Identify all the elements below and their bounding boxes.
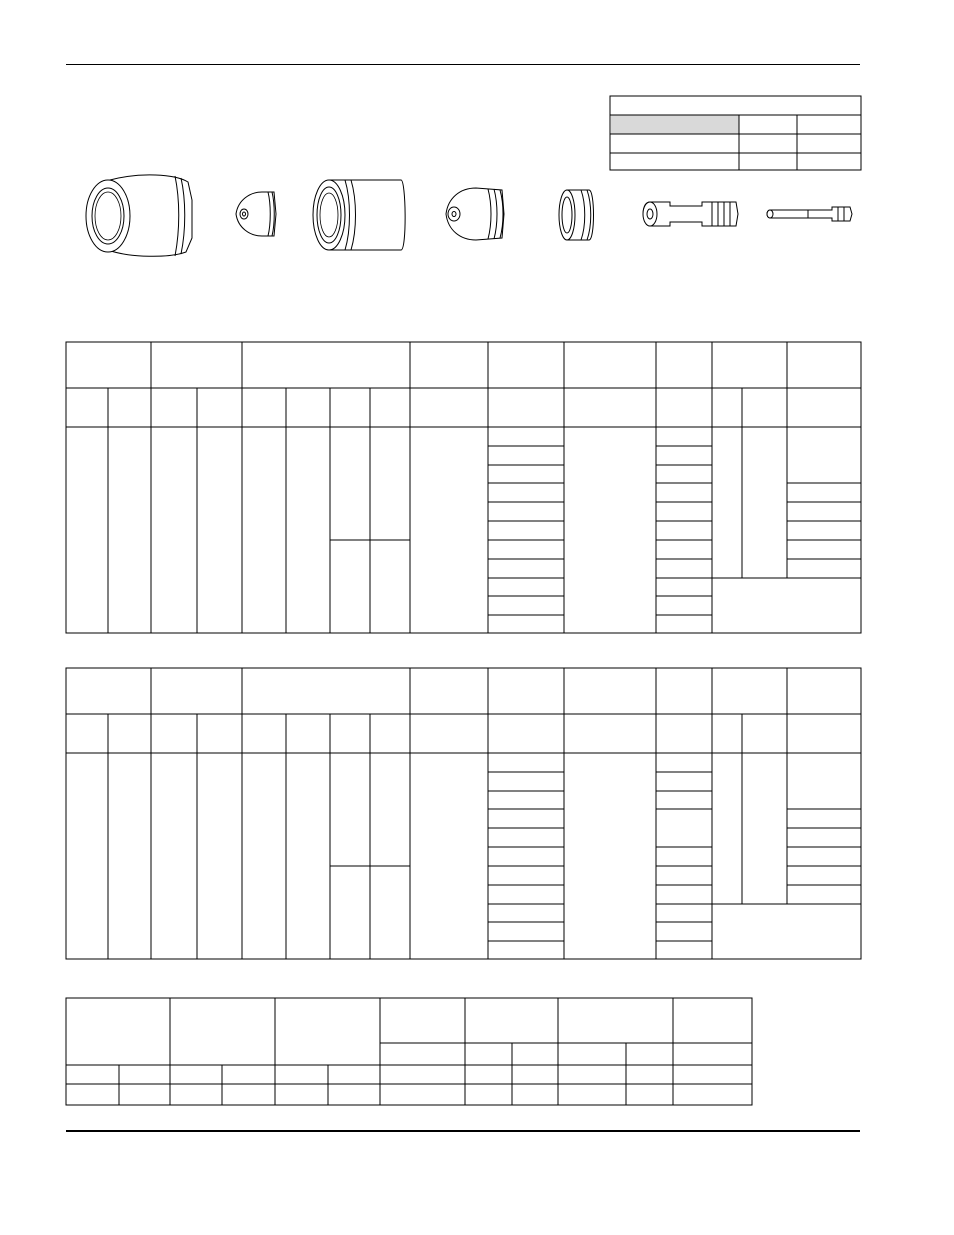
footer-rule: [66, 1130, 860, 1132]
table-3-frame: [66, 998, 752, 1105]
